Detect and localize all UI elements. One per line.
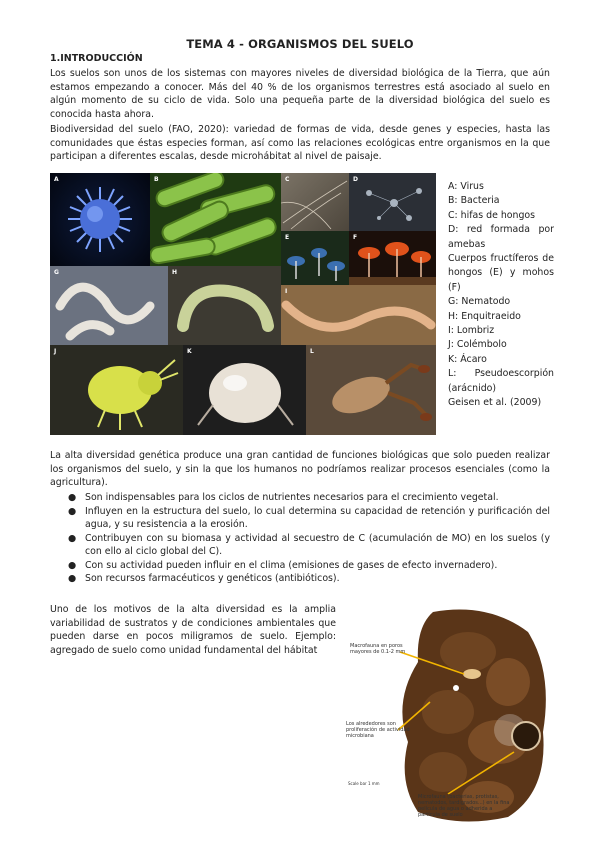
legend-item: C: hifas de hongos	[448, 209, 536, 221]
panel-label: L	[310, 348, 314, 355]
bullet-icon: ●	[68, 532, 77, 544]
panel-g-nematode-image	[50, 266, 168, 345]
panel-j-collembola-image	[50, 345, 183, 435]
figure-legend	[448, 180, 554, 411]
panel-i-earthworm-image	[281, 285, 436, 345]
legend-item: A: Virus	[448, 181, 484, 192]
genetic-diversity-paragraph: La alta diversidad genética produce una gran cantidad de funciones biológicas que solo pueden realizar los organismos del suelo, y sin la que los humanos no podríamos realizar procesos esenciales (como la agricultura).	[50, 450, 550, 489]
panel-b-bacteria-image	[150, 173, 281, 266]
functions-bullet-list	[68, 491, 550, 586]
panel-d-amoeba-network-image	[349, 173, 436, 231]
page-title: TEMA 4 - ORGANISMOS DEL SUELO	[186, 37, 414, 51]
diagram-label-microfauna: Microfauna (bacterias, protistas, nematodos, tardígrados...) en la fina película de agua o adherida a partícula de suelo	[418, 794, 510, 818]
bullet-text: Con su actividad pueden influir en el clima (emisiones de gases de efecto invernadero).	[85, 559, 498, 571]
panel-l-pseudoscorpion-image	[306, 345, 436, 435]
bullet-icon: ●	[68, 505, 77, 517]
section-heading: 1.INTRODUCCIÓN	[50, 53, 143, 64]
bullet-text: Son recursos farmacéuticos y genéticos (antibióticos).	[85, 573, 340, 584]
panel-label: F	[353, 234, 358, 241]
soil-aggregate-shapes	[402, 610, 545, 822]
panel-a-virus-image	[50, 173, 150, 266]
bullet-item	[68, 532, 550, 559]
panel-label: A	[54, 176, 59, 183]
legend-item: J: Colémbolo	[448, 339, 507, 351]
legend-item: Cuerpos fructíferos de hongos (E) y mohos (F)	[448, 253, 554, 293]
diagram-label-macrofauna: Macrofauna en poros mayores de 0.1-2 mm	[350, 643, 406, 655]
bullet-item	[68, 559, 550, 573]
bullet-item	[68, 491, 550, 505]
panel-label: D	[353, 176, 358, 183]
soil-organisms-figure	[50, 173, 436, 435]
bullet-item	[68, 505, 550, 532]
legend-item: L: Pseudoescorpión (arácnido)	[448, 368, 554, 394]
panel-f-mold-image	[349, 231, 436, 285]
legend-item: D: red formada por amebas	[448, 224, 554, 250]
diagram-label-microbial: Los alrededores son proliferación de actividad microbiana	[346, 721, 410, 739]
bullet-text: Son indispensables para los ciclos de nutrientes necesarios para el crecimiento vegetal.	[85, 492, 499, 503]
panel-label: K	[187, 348, 192, 355]
legend-item: H: Enquitraeido	[448, 310, 521, 322]
panel-label: I	[285, 288, 288, 295]
habitat-paragraph: Uno de los motivos de la alta diversidad es la amplia variabilidad de sustratos y de condiciones ambientales que pueden darse en pocos miligramos de suelo. Ejemplo: agregado de suelo como unidad fundamental del hábitat	[50, 604, 336, 656]
legend-item: B: Bacteria	[448, 195, 500, 207]
panel-label: B	[154, 176, 159, 183]
bullet-icon: ●	[68, 492, 77, 503]
panel-label: J	[54, 348, 57, 355]
bullet-item	[68, 572, 550, 586]
panel-label: C	[285, 176, 290, 183]
panel-c-fungal-hyphae-image	[281, 173, 349, 231]
intro-paragraph: Los suelos son unos de los sistemas con mayores niveles de diversidad biológica de la Tierra, que aún estamos empezando a conocer. Más del 40 % de los organismos terrestres está asociado al suelo en algún momento de su ciclo de vida. Solo una pequeña parte de la diversidad biológica del suelo es conocida hasta ahora.	[50, 68, 550, 120]
legend-item: G: Nematodo	[448, 296, 511, 308]
panel-label: G	[54, 269, 59, 276]
panel-k-mite-image	[183, 345, 306, 435]
bullet-text: Contribuyen con su biomasa y actividad al secuestro de C (acumulación de MO) en los suelos (y con ello al ciclo global del C).	[85, 532, 550, 557]
panel-e-fungi-fruiting-bodies-image	[281, 231, 349, 285]
legend-item: I: Lombriz	[448, 325, 495, 337]
bullet-icon: ●	[68, 573, 77, 584]
diagram-scale-label: Scale bar 1 mm	[348, 781, 380, 786]
soil-aggregate-diagram	[338, 602, 554, 828]
biodiversity-definition-paragraph: Biodiversidad del suelo (FAO, 2020): variedad de formas de vida, desde genes y especies, hasta las comunidades que éstas especies forman, así como las relaciones ecológicas entre organismos en la que participan a diferentes escalas, desde microhábitat al nivel de paisaje.	[50, 124, 550, 163]
panel-label: H	[172, 269, 178, 276]
bullet-icon: ●	[68, 559, 77, 571]
bullet-text: Influyen en la estructura del suelo, lo cual determina su capacidad de retención y purificación del agua, y su resistencia a la erosión.	[85, 505, 550, 530]
panel-label: E	[285, 234, 290, 241]
legend-item: K: Ácaro	[448, 353, 487, 365]
panel-h-enchytraeid-image	[168, 266, 281, 345]
legend-citation: Geisen et al. (2009)	[448, 397, 542, 409]
